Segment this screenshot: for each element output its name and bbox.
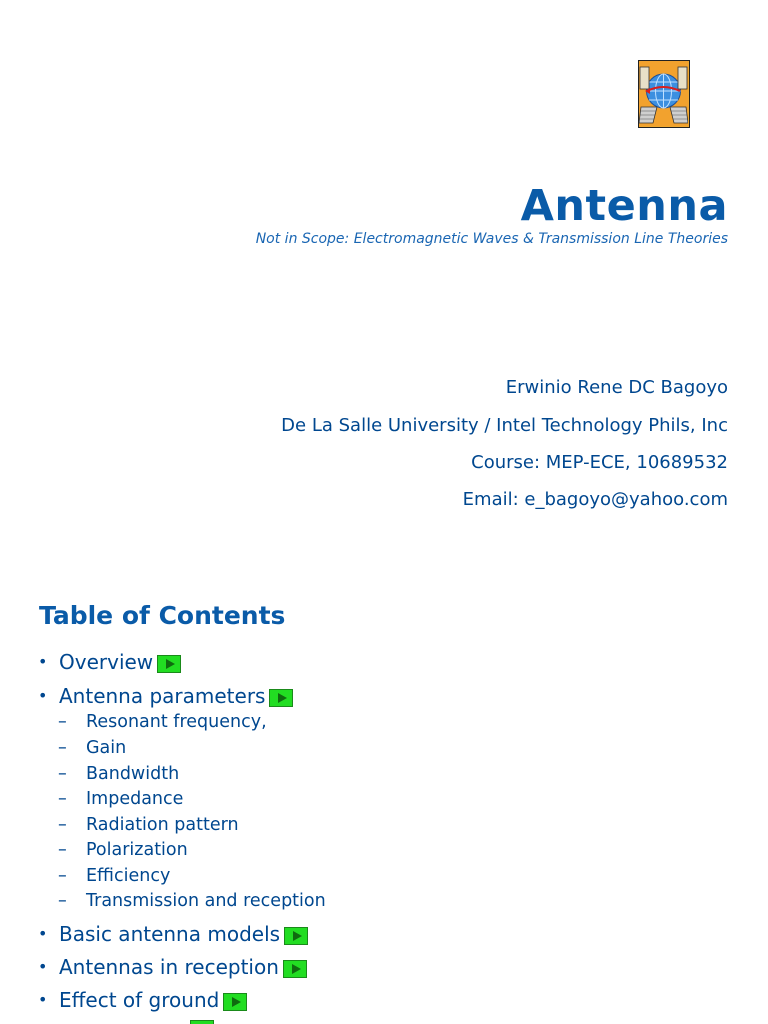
toc-item-overview — [38, 650, 181, 674]
toc-subitem: – Gain — [58, 738, 127, 758]
toc-item-antenna-parameters — [38, 684, 293, 708]
page-subtitle: Not in Scope: Electromagnetic Waves & Transmission Line Theories — [255, 231, 728, 247]
toc-item-antennas-in-reception — [38, 955, 307, 979]
page-title: Antenna — [520, 181, 728, 231]
bullet: • — [38, 652, 48, 671]
dash: – — [58, 764, 67, 784]
dash: – — [58, 840, 67, 860]
globe-computers-icon — [638, 60, 690, 128]
dash: – — [58, 891, 67, 911]
toc-heading: Table of Contents — [39, 601, 286, 630]
go-arrow-button[interactable] — [190, 1020, 214, 1024]
toc-subitem: – Impedance — [58, 789, 184, 809]
toc-item-effect-of-ground — [38, 988, 247, 1012]
bullet: • — [38, 990, 48, 1009]
toc-item-label: Effect of ground — [59, 988, 220, 1012]
toc-item-label: Antennas in reception — [59, 955, 279, 979]
toc-subitem: – Efficiency — [58, 866, 171, 886]
toc-item-label: Basic antenna models — [59, 922, 281, 946]
toc-item-label: Overview — [59, 650, 154, 674]
toc-subitem: – Radiation pattern — [58, 815, 239, 835]
go-arrow-button[interactable] — [284, 927, 308, 945]
go-arrow-button[interactable] — [269, 689, 293, 707]
toc-subitem: – Bandwidth — [58, 764, 180, 784]
go-arrow-button[interactable] — [157, 655, 181, 673]
bullet: • — [38, 924, 48, 943]
dash: – — [58, 815, 67, 835]
dash: – — [58, 789, 67, 809]
go-arrow-button[interactable] — [283, 960, 307, 978]
go-arrow-button[interactable] — [223, 993, 247, 1011]
dash: – — [58, 712, 67, 732]
author-email: Email: e_bagoyo@yahoo.com — [462, 489, 728, 510]
dash: – — [58, 738, 67, 758]
author-name: Erwinio Rene DC Bagoyo — [505, 377, 728, 398]
toc-subitem: – Polarization — [58, 840, 188, 860]
toc-subitem: – Resonant frequency, — [58, 712, 267, 732]
toc-subitem: – Transmission and reception — [58, 891, 326, 911]
toc-item-label: Antenna parameters — [59, 684, 266, 708]
author-affiliation: De La Salle University / Intel Technology Phils, Inc — [281, 415, 728, 436]
dash: – — [58, 866, 67, 886]
course-info: Course: MEP-ECE, 10689532 — [471, 452, 728, 473]
toc-item-basic-antenna-models — [38, 922, 308, 946]
bullet: • — [38, 957, 48, 976]
bullet: • — [38, 686, 48, 705]
